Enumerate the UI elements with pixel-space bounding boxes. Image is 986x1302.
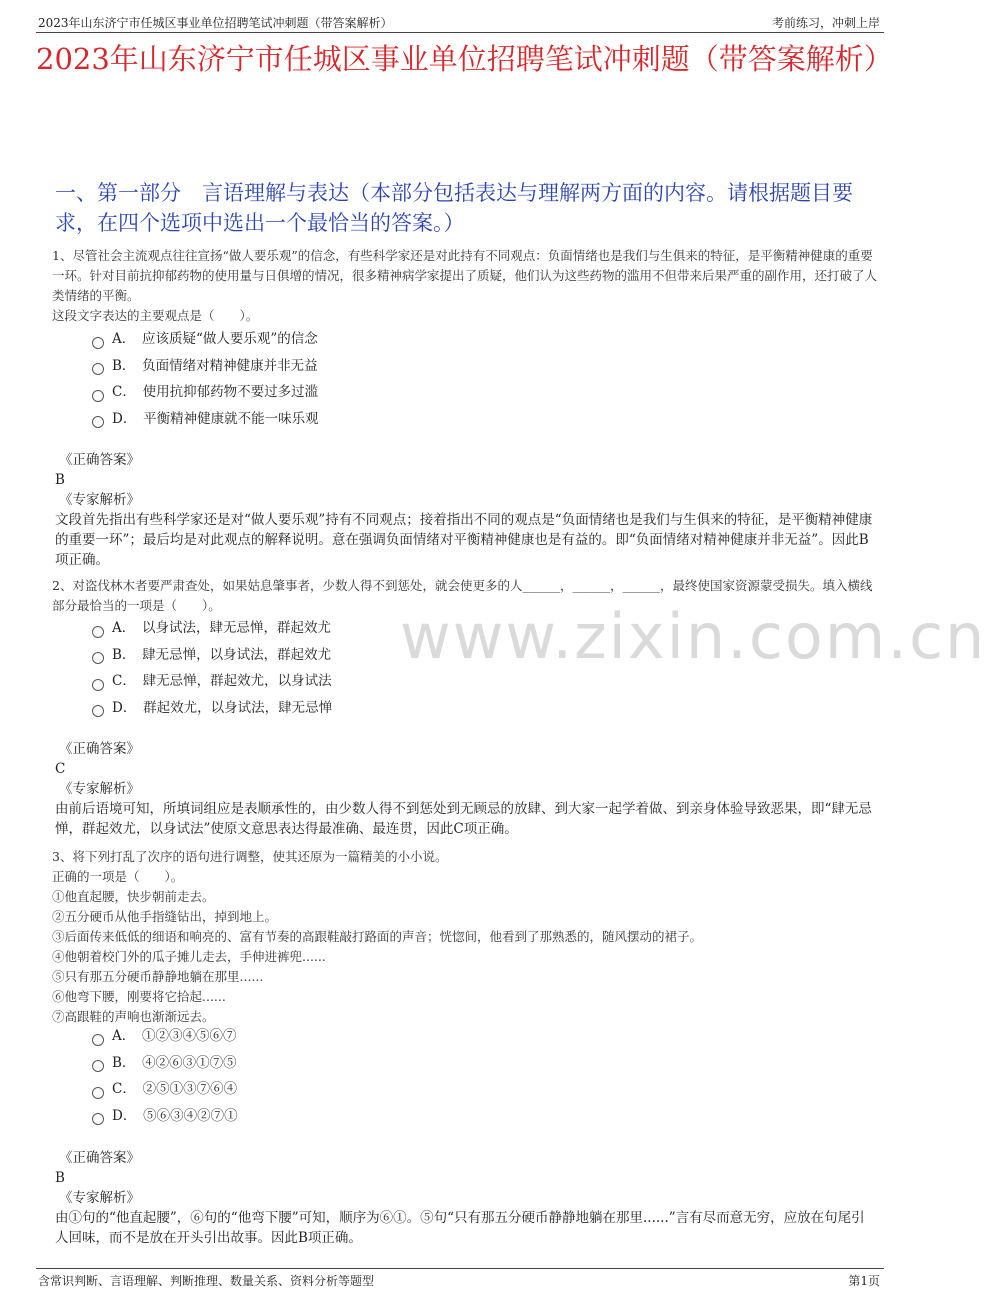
radio-icon[interactable]	[92, 1087, 104, 1099]
question-1-text: 1、尽管社会主流观点往往宣扬“做人要乐观”的信念，有些科学家还是对此持有不同观点：负面情绪也是我们与生俱来的特征，是平衡精神健康的重要一环。针对目前抗抑郁药物的使用量与日俱增的情况，很多精神病学家提出了质疑，他们认为这些药物的滥用不但带来后果严重的副作用，还打破了人类情绪的平衡。	[52, 248, 878, 303]
sentence-7: ⑦高跟鞋的声响也渐渐远去。	[52, 1009, 215, 1024]
analysis-text: 文段首先指出有些科学家还是对“做人要乐观”持有不同观点；接着指出不同的观点是“负面情绪也是我们与生俱来的特征，是平衡精神健康的重要一环”；最后均是对此观点的解释说明。意在强调负面情绪对平衡精神健康也是有益的。即“负面情绪对精神健康并非无益”。因此B项正确。	[55, 512, 873, 568]
page-footer	[36, 1268, 884, 1291]
analysis-label: 《专家解析》	[59, 781, 140, 797]
option-a[interactable]: A． ①②③④⑤⑥⑦	[92, 1024, 238, 1051]
correct-answer: B	[55, 1170, 65, 1186]
page-header	[36, 10, 884, 33]
radio-icon[interactable]	[92, 337, 104, 349]
question-2-answer-block	[55, 739, 875, 839]
sentence-1: ①他直起腰，快步朝前走去。	[52, 889, 215, 904]
sentence-3: ③后面传来低低的细语和响亮的、富有节奏的高跟鞋敲打路面的声音；恍惚间，他看到了那熟悉的，随风摆动的裙子。	[52, 929, 703, 944]
sentence-4: ④他朝着校门外的瓜子摊儿走去，手伸进裤兜......	[52, 949, 326, 964]
radio-icon[interactable]	[92, 390, 104, 402]
question-1-stem	[52, 246, 880, 326]
footer-topics: 含常识判断、言语理解、判断推理、数量关系、资料分析等题型	[38, 1274, 375, 1288]
option-a[interactable]: A． 应该质疑“做人要乐观”的信念	[92, 327, 319, 354]
page-number: 第1页	[848, 1274, 880, 1288]
answer-label: 《正确答案》	[59, 452, 140, 468]
question-2-text: 2、对盗伐林木者要严肃查处，如果姑息肇事者，少数人得不到惩处，就会使更多的人______，______，______，最终使国家资源蒙受损失。填入横线部分最恰当的一项是（ ）。	[52, 578, 873, 613]
analysis-label: 《专家解析》	[59, 492, 140, 508]
question-3-prompt: 正确的一项是（ ）。	[52, 869, 184, 884]
analysis-text: 由①句的“他直起腰”，⑥句的“他弯下腰”可知，顺序为⑥①。⑤句“只有那五分硬币静静地躺在那里......”言有尽而意无穷，应放在句尾引人回味，而不是放在开头引出故事。因此B项正确。	[55, 1210, 865, 1246]
question-1-prompt: 这段文字表达的主要观点是（ ）。	[52, 308, 259, 323]
radio-icon[interactable]	[92, 652, 104, 664]
option-c[interactable]: C． 使用抗抑郁药物不要过多过滥	[92, 380, 319, 407]
option-d[interactable]: D． 群起效尤，以身试法，肆无忌惮	[92, 696, 332, 723]
radio-icon[interactable]	[92, 1060, 104, 1072]
question-3-options	[92, 1024, 238, 1130]
section-heading: 一、第一部分 言语理解与表达（本部分包括表达与理解两方面的内容。请根据题目要求，在四个选项中选出一个最恰当的答案。）	[55, 181, 853, 235]
option-c[interactable]: C． ②⑤①③⑦⑥④	[92, 1077, 238, 1104]
sentence-6: ⑥他弯下腰，刚要将它拾起......	[52, 989, 226, 1004]
question-2-stem	[52, 576, 880, 616]
question-3-stem	[52, 847, 880, 1027]
answer-label: 《正确答案》	[59, 1150, 140, 1166]
radio-icon[interactable]	[92, 679, 104, 691]
sentence-5: ⑤只有那五分硬币静静地躺在那里......	[52, 969, 264, 984]
option-d[interactable]: D． ⑤⑥③④②⑦①	[92, 1104, 238, 1131]
question-2-options	[92, 616, 332, 722]
correct-answer: B	[55, 472, 65, 488]
watermark: www.zixin.com.cn	[400, 600, 986, 673]
question-3-answer-block	[55, 1148, 875, 1248]
option-b[interactable]: B． ④②⑥③①⑦⑤	[92, 1051, 238, 1078]
answer-label: 《正确答案》	[59, 741, 140, 757]
radio-icon[interactable]	[92, 363, 104, 375]
radio-icon[interactable]	[92, 416, 104, 428]
option-c[interactable]: C． 肆无忌惮，群起效尤，以身试法	[92, 669, 332, 696]
radio-icon[interactable]	[92, 1034, 104, 1046]
header-slogan: 考前练习，冲刺上岸	[771, 16, 880, 30]
analysis-text: 由前后语境可知，所填词组应是表顺承性的，由少数人得不到惩处到无顾忌的放肆、到大家一起学着做、到亲身体验导致恶果，即“肆无忌惮，群起效尤，以身试法”使原文意思表达得最准确、最连贯，因此C项正确。	[55, 801, 872, 837]
option-d[interactable]: D． 平衡精神健康就不能一味乐观	[92, 407, 319, 434]
question-3-text: 3、将下列打乱了次序的语句进行调整，使其还原为一篇精美的小小说。	[52, 849, 448, 864]
option-a[interactable]: A． 以身试法，肆无忌惮，群起效尤	[92, 616, 332, 643]
radio-icon[interactable]	[92, 705, 104, 717]
question-1-options	[92, 327, 319, 433]
correct-answer: C	[55, 761, 66, 777]
analysis-label: 《专家解析》	[59, 1190, 140, 1206]
option-b[interactable]: B． 负面情绪对精神健康并非无益	[92, 354, 319, 381]
header-doc-title: 2023年山东济宁市任城区事业单位招聘笔试冲刺题（带答案解析）	[38, 16, 393, 30]
radio-icon[interactable]	[92, 1113, 104, 1125]
sentence-2: ②五分硬币从他手指缝钻出，掉到地上。	[52, 909, 278, 924]
document-title: 2023年山东济宁市任城区事业单位招聘笔试冲刺题（带答案解析）	[36, 42, 893, 76]
question-1-answer-block	[55, 450, 875, 570]
option-b[interactable]: B． 肆无忌惮，以身试法，群起效尤	[92, 643, 332, 670]
radio-icon[interactable]	[92, 626, 104, 638]
